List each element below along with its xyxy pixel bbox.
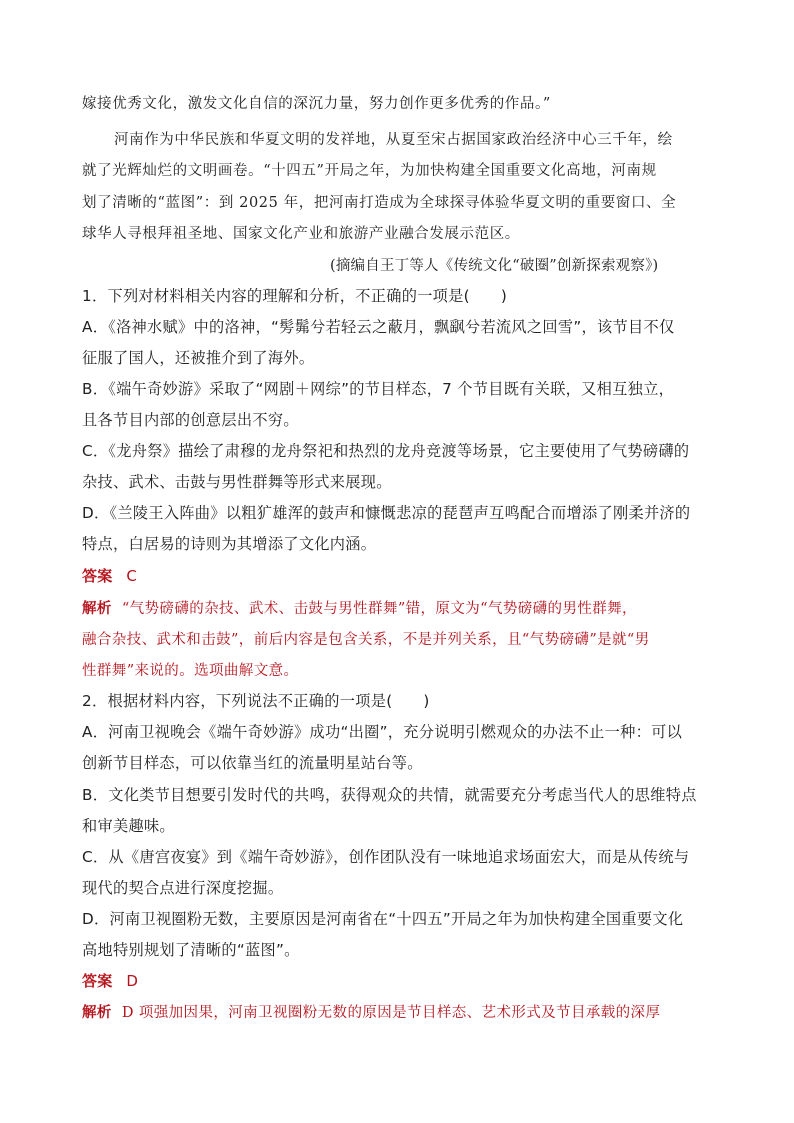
explanation-text: D 项强加因果，河南卫视圈粉无数的原因是节目样态、艺术形式及节目承载的深厚 xyxy=(121,1005,661,1021)
question-1-explanation-cont: 融合杂技、武术和击鼓”，前后内容是包含关系，不是并列关系，且“气势磅礴”是就“男 xyxy=(82,632,650,648)
question-1-option-c: C．《龙舟祭》描绘了肃穆的龙舟祭祀和热烈的龙舟竞渡等场景，它主要使用了气势磅礴的 xyxy=(82,442,690,460)
question-2-option-d-cont: 高地特别规划了清晰的“蓝图”。 xyxy=(82,941,300,959)
question-2-option-c: C．从《唐宫夜宴》到《端午奇妙游》，创作团队没有一味地追求场面宏大，而是从传统与 xyxy=(82,848,690,866)
question-2-option-b-cont: 和审美趣味。 xyxy=(82,817,175,835)
answer-label: 答案 xyxy=(82,972,113,990)
passage-line: 球华人寻根拜祖圣地、国家文化产业和旅游产业融合发展示范区。 xyxy=(82,226,520,242)
question-1-option-d-cont: 特点，白居易的诗则为其增添了文化内涵。 xyxy=(82,535,377,553)
question-2-option-c-cont: 现代的契合点进行深度挖掘。 xyxy=(82,879,284,897)
question-1-answer xyxy=(82,565,137,586)
answer-value: D xyxy=(126,972,139,990)
passage-line: 就了光辉灿烂的文明画卷。“十四五”开局之年，为加快构建全国重要文化高地，河南规 xyxy=(82,163,657,179)
question-2-option-b: B．文化类节目想要引发时代的共鸣，获得观众的共情，就需要充分考虑当代人的思维特点 xyxy=(82,786,697,804)
question-2-explanation xyxy=(82,1001,660,1022)
question-2-option-d: D．河南卫视圈粉无数，主要原因是河南省在“十四五”开局之年为加快构建全国重要文化 xyxy=(82,910,684,928)
passage-line: 嫁接优秀文化，激发文化自信的深沉力量，努力创作更多优秀的作品。” xyxy=(82,96,551,112)
passage-line: 划了清晰的“蓝图”：到 2025 年，把河南打造成为全球探寻体验华夏文明的重要窗口、全 xyxy=(82,195,677,211)
question-1-option-a-cont: 征服了国人，还被推介到了海外。 xyxy=(82,349,315,367)
question-1-option-d: D．《兰陵王入阵曲》以粗犷雄浑的鼓声和慷慨悲凉的琵琶声互鸣配合而增添了刚柔并济的 xyxy=(82,504,691,522)
question-1-option-a: A．《洛神水赋》中的洛神，“髣髴兮若轻云之蔽月，飘飖兮若流风之回雪”，该节目不仅 xyxy=(82,318,675,336)
question-2-option-a: A．河南卫视晚会《端午奇妙游》成功“出圈”，充分说明引燃观众的办法不止一种：可以 xyxy=(82,723,683,741)
question-1-option-c-cont: 杂技、武术、击鼓与男性群舞等形式来展现。 xyxy=(82,473,392,491)
question-1-stem: 1．下列对材料相关内容的理解和分析，不正确的一项是( ) xyxy=(82,287,508,305)
question-2-stem: 2．根据材料内容，下列说法不正确的一项是( ) xyxy=(82,692,430,710)
answer-value: C xyxy=(126,567,138,585)
explanation-label: 解析 xyxy=(82,601,112,617)
question-1-option-b-cont: 且各节目内部的创意层出不穷。 xyxy=(82,411,299,429)
answer-label: 答案 xyxy=(82,567,113,585)
question-1-explanation-cont: 性群舞”来说的。选项曲解文意。 xyxy=(82,663,299,679)
explanation-text: “气势磅礴的杂技、武术、击鼓与男性群舞”错，原文为“气势磅礴的男性群舞， xyxy=(121,601,637,617)
explanation-label: 解析 xyxy=(82,1005,112,1021)
question-1-explanation xyxy=(82,597,637,618)
question-2-option-a-cont: 创新节目样态，可以依靠当红的流量明星站台等。 xyxy=(82,754,423,772)
passage-line: 河南作为中华民族和华夏文明的发祥地，从夏至宋占据国家政治经济中心三千年，绘 xyxy=(114,132,673,148)
question-1-option-b: B．《端午奇妙游》采取了“网剧＋网综”的节目样态，7 个节目既有关联，又相互独立， xyxy=(82,380,675,398)
passage-source: (摘编自王丁等人《传统文化“破圈”创新探索观察》) xyxy=(330,258,659,274)
question-2-answer xyxy=(82,970,138,991)
